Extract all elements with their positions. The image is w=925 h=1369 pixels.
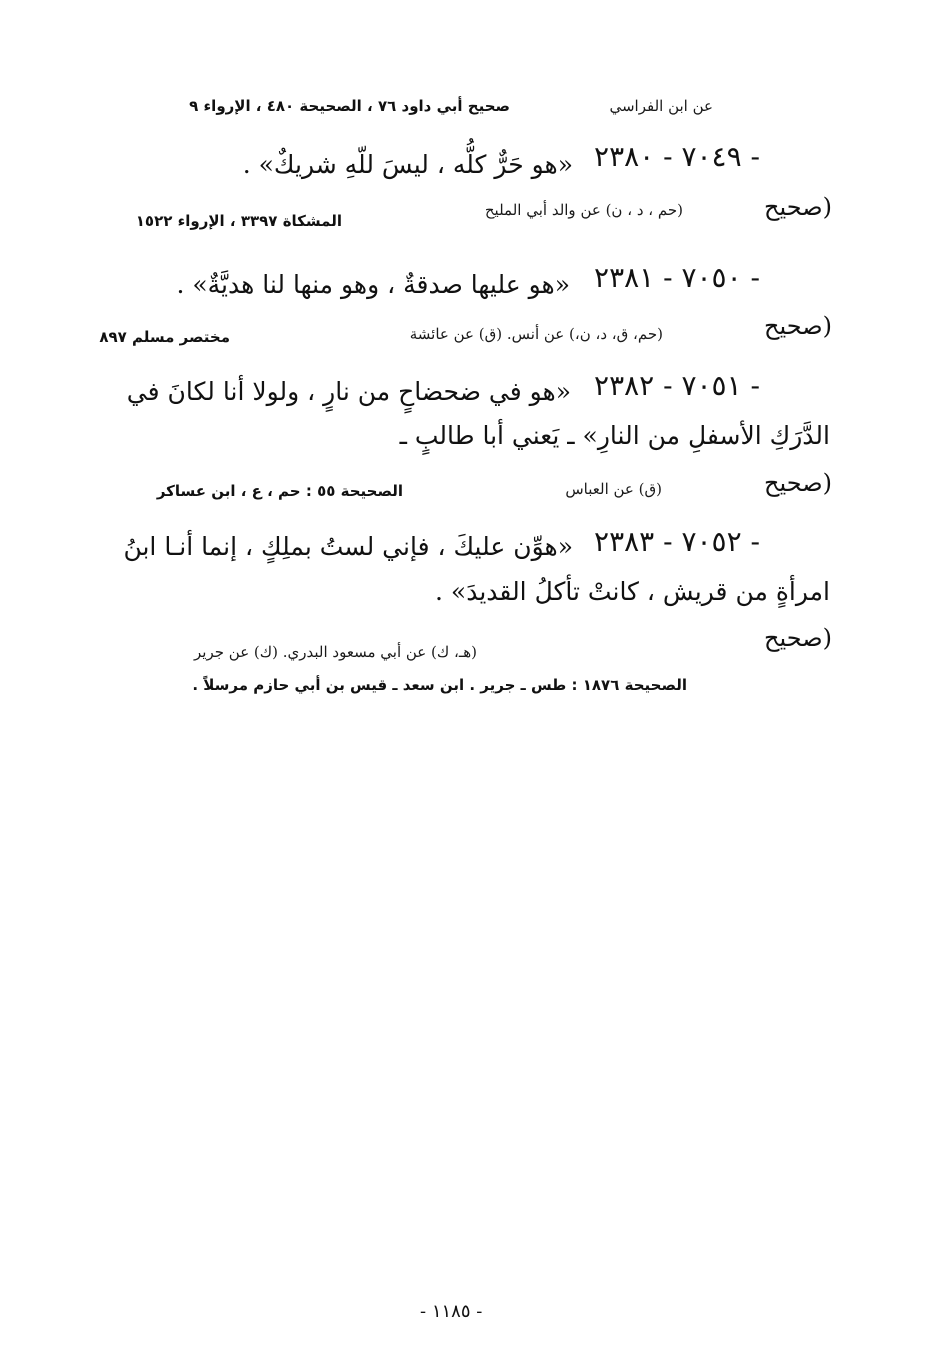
hadith-text: «هو عليها صدقةٌ ، وهو منها لنا هديَّةٌ» . — [176, 270, 570, 299]
hadith-refs: الصحيحة ١٨٧٦ : طس ـ جرير . ابن سعد ـ قيس بن أبي حازم مرسلاً . — [192, 676, 687, 694]
grade-label: (صحيح — [764, 193, 832, 221]
hadith-number: ٧٠٥٠ - ٢٣٨١ - — [594, 261, 760, 294]
hadith-text: «هوِّن عليكَ ، فإني لستُ بملِكٍ ، إنما أنـا ابنُ — [123, 532, 573, 561]
hadith-text: الدَّرَكِ الأسفلِ من النارِ» ـ يَعني أبا طالبٍ ـ — [399, 421, 830, 450]
hadith-text: امرأةٍ من قريش ، كانتْ تأكلُ القديدَ» . — [435, 577, 830, 606]
page-number: - ١١٨٥ - — [420, 1301, 483, 1322]
hadith-refs: مختصر مسلم ٨٩٧ — [99, 328, 230, 346]
hadith-number: ٧٠٥١ - ٢٣٨٢ - — [594, 369, 760, 402]
hadith-number: ٧٠٥٢ - ٢٣٨٣ - — [594, 525, 760, 558]
hadith-sources: (حم ، د ، ن) عن والد أبي المليح — [484, 201, 683, 219]
grade-label: (صحيح — [764, 469, 832, 497]
hadith-sources: (ق) عن العباس — [565, 480, 662, 498]
grade-label: (صحيح — [764, 624, 832, 652]
hadith-sources: (حم، ق، د، ن،) عن أنس. (ق) عن عائشة — [409, 325, 663, 343]
hadith-text: «هو حَرٌّ كلُّه ، ليسَ للّهِ شريكٌ» . — [242, 150, 573, 179]
grade-label: (صحيح — [764, 312, 832, 340]
top-line-refs: صحيح أبي داود ٧٦ ، الصحيحة ٤٨٠ ، الإرواء ٩ — [189, 97, 510, 115]
hadith-refs: المشكاة ٣٣٩٧ ، الإرواء ١٥٢٢ — [135, 212, 342, 230]
hadith-refs: الصحيحة ٥٥ : حم ، ع ، ابن عساكر — [156, 482, 403, 500]
hadith-text: «هو في ضحضاحٍ من نارٍ ، ولولا أنا لكانَ في — [126, 377, 571, 406]
hadith-sources: (هـ، ك) عن أبي مسعود البدري. (ك) عن جرير — [194, 643, 477, 661]
hadith-number: ٧٠٤٩ - ٢٣٨٠ - — [594, 140, 760, 173]
top-line-narrator: عن ابن الفراسي — [609, 97, 713, 115]
